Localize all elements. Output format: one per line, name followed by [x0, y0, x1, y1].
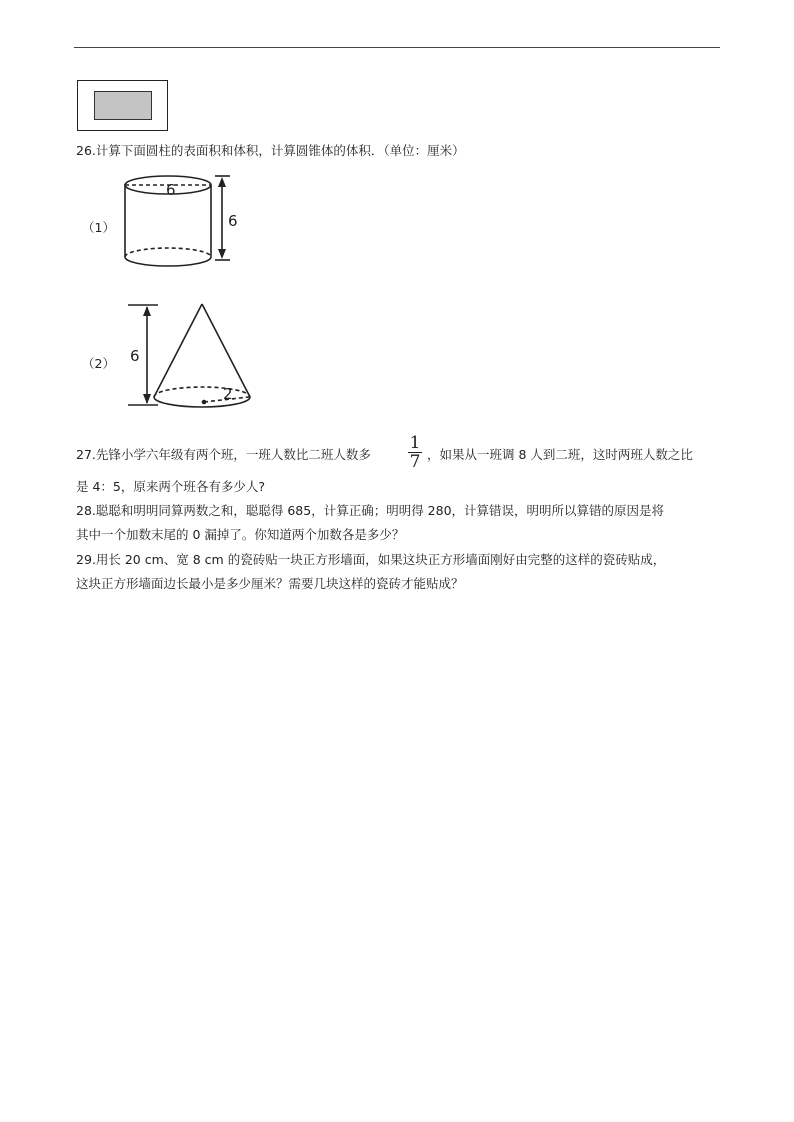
cone-center-point — [202, 400, 207, 405]
cylinder-height-label: 6 — [228, 212, 238, 230]
cone-height-label: 6 — [130, 347, 140, 365]
question-26-text: 26.计算下面圆柱的表面积和体积，计算圆锥体的体积．（单位：厘米） — [76, 143, 465, 158]
fraction-one-seventh — [405, 434, 425, 471]
question-27-line1b: ，如果从一班调 8 人到二班，这时两班人数之比 — [427, 447, 693, 462]
question-27-line2: 是 4：5，原来两个班各有多少人? — [76, 479, 266, 494]
cylinder-bottom-back — [125, 248, 211, 257]
cylinder-bottom-front — [125, 257, 211, 266]
question-28-line2: 其中一个加数末尾的 0 漏掉了。你知道两个加数各是多少？ — [76, 527, 405, 542]
question-29-line1: 29.用长 20 cm、宽 8 cm 的瓷砖贴一块正方形墙面，如果这块正方形墙面刚好由完整的这样的瓷砖贴成， — [76, 552, 666, 567]
cone-right-slant — [202, 304, 250, 397]
cylinder-figure — [118, 170, 248, 280]
cone-base-back — [154, 387, 250, 397]
fraction-numerator: 1 — [409, 433, 421, 453]
cone-left-slant — [154, 304, 202, 397]
fraction-denominator: 7 — [409, 452, 421, 472]
question-28-line1: 28.聪聪和明明同算两数之和，聪聪得 685，计算正确；明明得 280，计算错误，明明所以算错的原因是将 — [76, 503, 665, 518]
cone-radius-label: 2 — [223, 385, 233, 403]
question-27-line1a: 27.先锋小学六年级有两个班，一班人数比二班人数多 — [76, 447, 371, 462]
cylinder-diameter-label: 6 — [166, 181, 176, 199]
rectangle-figure — [77, 80, 168, 131]
part-1-label: （1） — [82, 220, 115, 235]
shaded-rectangle — [94, 91, 152, 120]
header-rule — [74, 47, 720, 48]
part-2-label: （2） — [82, 356, 115, 371]
cone-figure — [122, 300, 262, 415]
question-29-line2: 这块正方形墙面边长最小是多少厘米？需要几块这样的瓷砖才能贴成？ — [76, 576, 464, 591]
